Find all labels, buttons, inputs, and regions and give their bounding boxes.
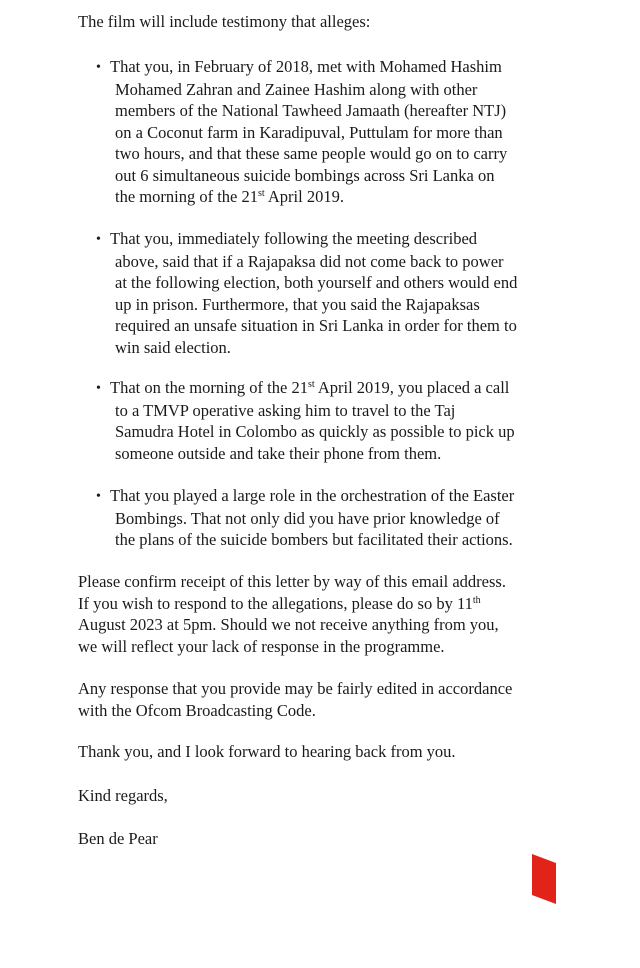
- allegation-line: required an unsafe situation in Sri Lanka in order for them to: [115, 316, 517, 335]
- allegation-line: members of the National Tawheed Jamaath (hereafter NTJ): [115, 101, 507, 120]
- allegation-line: out 6 simultaneous suicide bombings across Sri Lanka on: [115, 165, 495, 185]
- allegation-line: Bombings. That not only did you have prior knowledge of: [115, 508, 500, 528]
- allegation-line: at the following election, both yourself and others would end: [115, 273, 518, 292]
- red-logo-icon: [530, 854, 558, 904]
- intro-text: [78, 11, 578, 33]
- allegation-line: above, said that if a Rajapaksa did not come back to power: [115, 251, 504, 271]
- allegation-line: the morning of the 21st April 2019.: [115, 187, 344, 206]
- allegation-line: two hours, and that these same people would go on to carry: [115, 144, 508, 163]
- allegation-item-1: [96, 56, 576, 208]
- confirm-receipt-paragraph: Please confirm receipt of this letter by way of this email address. If you wish to respond to the allegations, please do so by 11th August 2023 at 5pm. Should we not receive anything from you, we will reflect your lack of response in the programme.: [78, 572, 506, 656]
- allegation-line: someone outside and take their phone from them.: [115, 443, 442, 463]
- bullet-icon: •: [96, 381, 101, 396]
- red-logo-shape: [532, 854, 556, 904]
- intro-line: The film will include testimony that alleges:: [78, 12, 371, 31]
- allegation-line: • That you played a large role in the orchestration of the Easter: [96, 485, 576, 508]
- thanks-text: Thank you, and I look forward to hearing back from you.: [78, 742, 456, 761]
- signature-name: Ben de Pear: [78, 829, 158, 848]
- allegation-line: up in prison. Furthermore, that you said the Rajapaksas: [115, 294, 480, 314]
- bullet-icon: •: [96, 489, 101, 504]
- allegation-item-4: [96, 485, 576, 551]
- allegation-line: Mohamed Zahran and Zainee Hashim along with other: [115, 79, 478, 99]
- allegation-line: win said election.: [115, 337, 231, 357]
- bullet-icon: •: [96, 232, 101, 247]
- allegation-item-3: [96, 377, 576, 464]
- allegation-line: • That on the morning of the 21st April 2019, you placed a call: [96, 377, 576, 400]
- response-note-paragraph: Any response that you provide may be fairly edited in accordance with the Ofcom Broadcasting Code.: [78, 679, 513, 720]
- closing-text: Kind regards,: [78, 786, 168, 805]
- allegation-item-2: [96, 228, 576, 358]
- allegation-line: • That you, immediately following the meeting described: [96, 228, 576, 251]
- bullet-icon: •: [96, 60, 101, 75]
- allegation-line: Samudra Hotel in Colombo as quickly as possible to pick up: [115, 422, 515, 441]
- allegation-line: on a Coconut farm in Karadipuval, Puttulam for more than: [115, 122, 503, 142]
- allegation-line: to a TMVP operative asking him to travel to the Taj: [115, 400, 456, 420]
- allegation-line: • That you, in February of 2018, met with Mohamed Hashim: [96, 56, 576, 79]
- allegation-line: the plans of the suicide bombers but facilitated their actions.: [115, 530, 513, 549]
